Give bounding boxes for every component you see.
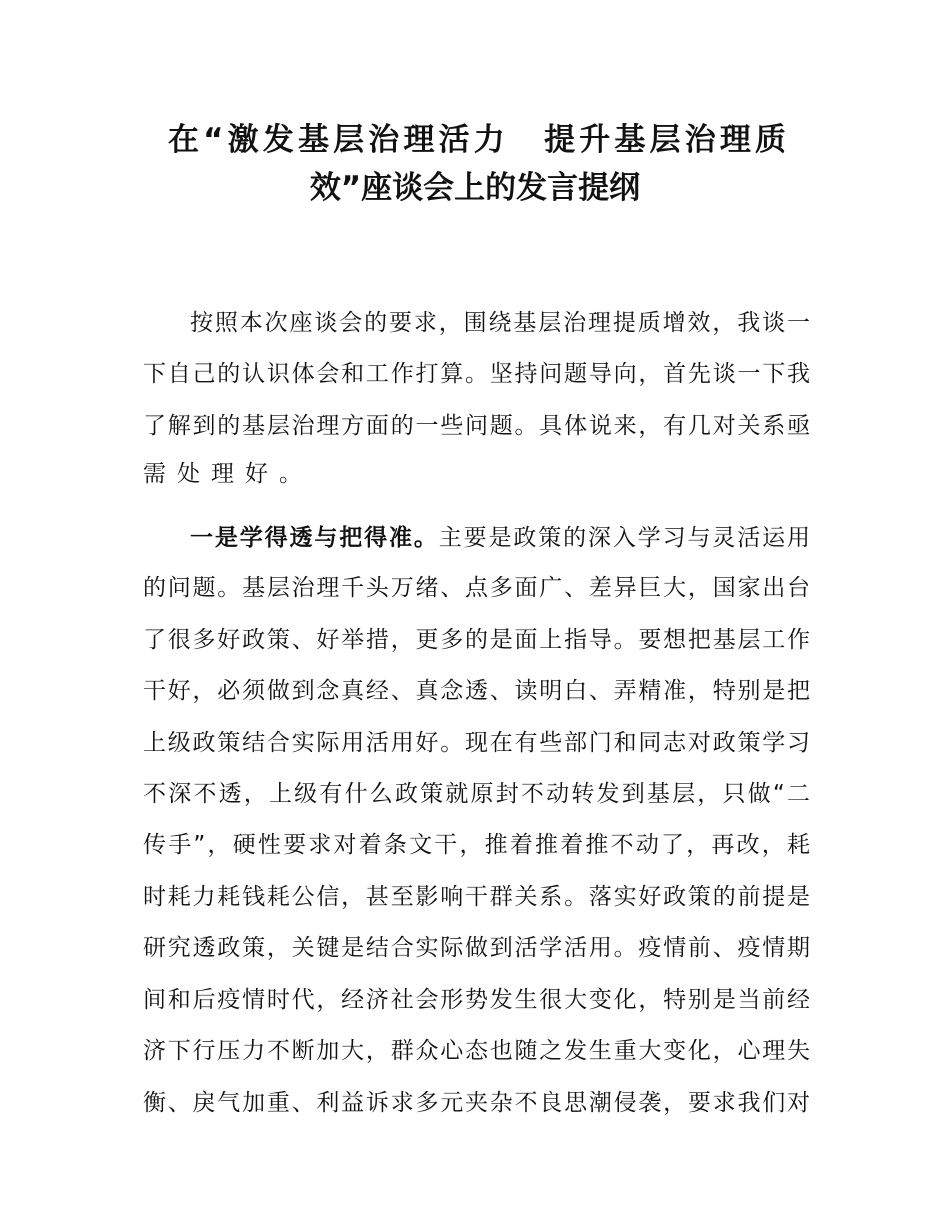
text-line: 了解到的基层治理方面的一些问题。具体说来，有几对关系亟 — [143, 413, 810, 439]
text-line: 传手”，硬性要求对着条文干，推着推着推不动了，再改，耗 — [143, 832, 810, 858]
text-line: 的问题。基层治理千头万绪、点多面广、差异巨大，国家出台 — [143, 575, 810, 601]
text-line: 济下行压力不断加大，群众心态也随之发生重大变化，心理失 — [143, 1038, 810, 1064]
text-line: 上级政策结合实际用活用好。现在有些部门和同志对政策学习 — [143, 730, 810, 756]
text-line: 按照本次座谈会的要求，围绕基层治理提质增效，我谈一 — [190, 310, 810, 336]
text-line: 衡、戾气加重、利益诉求多元夹杂不良思潮侵袭，要求我们对 — [143, 1090, 810, 1116]
point-heading: 一是学得透与把得准。 — [190, 525, 439, 551]
text-line: 干好，必须做到念真经、真念透、读明白、弄精准，特别是把 — [143, 678, 810, 704]
text-line: 时耗力耗钱耗公信，甚至影响干群关系。落实好政策的前提是 — [143, 884, 810, 910]
text-line: 需处理好。 — [143, 461, 313, 487]
text-line: 研究透政策，关键是结合实际做到活学活用。疫情前、疫情期 — [143, 935, 810, 961]
text-line: 了很多好政策、好举措，更多的是面上指导。要想把基层工作 — [143, 627, 810, 653]
text-line: 间和后疫情时代，经济社会形势发生很大变化，特别是当前经 — [143, 987, 810, 1013]
text-line: 不深不透，上级有什么政策就原封不动转发到基层，只做“二 — [143, 781, 810, 807]
point-text: 主要是政策的深入学习与灵活运用 — [438, 525, 810, 551]
title-line-1: 在“激发基层治理活力 提升基层治理质 — [168, 122, 786, 158]
text-line — [190, 523, 810, 553]
text-line: 下自己的认识体会和工作打算。坚持问题导向，首先谈一下我 — [143, 361, 810, 387]
title-line-2: 效”座谈会上的发言提纲 — [309, 170, 641, 206]
